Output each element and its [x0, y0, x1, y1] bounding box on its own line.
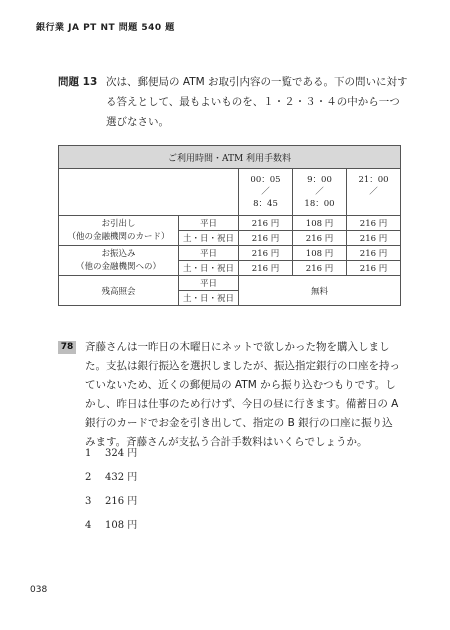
- choice-number: 3: [85, 496, 92, 507]
- question-78-text: 斉藤さんは一昨日の木曜日にネットで欲しかった物を購入しました。支払は銀行振込を選択しましたが、振込指定銀行の口座を持っていないため、近くの郵便局の ATM から振り込むつもりです。しかし、昨日は仕事のため行けず、今日の昼に行きます。備蓄日の A 銀行のカードでお金を引き出して、指定の B 銀行の口座に振り込みます。斉藤さんが支払う合計手数料はいくらでしょうか。: [85, 341, 400, 448]
- choice-number: 1: [85, 448, 92, 459]
- service-transfer: [59, 246, 179, 276]
- fee-cell: 216 円: [347, 261, 401, 276]
- fee-cell: 216 円: [239, 261, 293, 276]
- question-text: 次は、郵便局の ATM お取引内容の一覧である。下の問いに対する答えとして、最もよいものを、１・２・３・４の中から一つ選びなさい。: [106, 76, 408, 128]
- header-blank: [59, 169, 239, 216]
- choice-2: [85, 466, 137, 490]
- service-withdrawal: [59, 216, 179, 246]
- question-13: [58, 72, 408, 128]
- table-row: [59, 276, 401, 291]
- service-name: お引出し: [101, 218, 136, 229]
- choice-number: 2: [85, 472, 92, 483]
- choice-number: 4: [85, 520, 92, 531]
- service-name: お振込み: [101, 248, 136, 259]
- page-number: 038: [30, 585, 48, 595]
- choice-3: [85, 490, 137, 514]
- time-column-1: [239, 169, 293, 216]
- answer-choices: [85, 442, 137, 538]
- fee-cell: 216 円: [239, 246, 293, 261]
- time-start: 21：00: [358, 175, 389, 185]
- time-start: 9：00: [307, 175, 332, 185]
- fee-cell: 108 円: [293, 246, 347, 261]
- fee-cell: 216 円: [347, 231, 401, 246]
- time-end: 18：00: [304, 199, 335, 209]
- choice-text: 324 円: [105, 448, 138, 459]
- fee-cell: 216 円: [347, 216, 401, 231]
- day-cell: 平日: [179, 276, 239, 291]
- fee-cell: 108 円: [293, 216, 347, 231]
- fee-cell: 216 円: [293, 261, 347, 276]
- question-number-badge: 78: [58, 341, 76, 354]
- choice-4: [85, 514, 137, 538]
- fee-cell: 216 円: [239, 216, 293, 231]
- day-cell: 土・日・祝日: [179, 291, 239, 306]
- table-caption: ご利用時間・ATM 利用手数料: [59, 146, 401, 169]
- day-cell: 平日: [179, 216, 239, 231]
- time-sep: ／: [261, 187, 270, 197]
- fee-cell: 216 円: [293, 231, 347, 246]
- choice-text: 216 円: [105, 496, 138, 507]
- time-sep: ／: [315, 187, 324, 197]
- service-note: （他の金融機関のカード）: [67, 231, 170, 242]
- service-note: （他の金融機関への）: [75, 261, 161, 272]
- atm-fee-table: [58, 145, 401, 306]
- choice-1: [85, 442, 137, 466]
- fee-cell: 216 円: [239, 231, 293, 246]
- choice-text: 108 円: [105, 520, 138, 531]
- choice-text: 432 円: [105, 472, 138, 483]
- day-cell: 土・日・祝日: [179, 261, 239, 276]
- question-label: 問題 13: [58, 76, 98, 88]
- time-sep: ／: [369, 187, 378, 197]
- table-row: [59, 216, 401, 231]
- time-column-3: [347, 169, 401, 216]
- running-header: 銀行業 JA PT NT 問題 540 題: [36, 23, 175, 33]
- fee-cell: 216 円: [347, 246, 401, 261]
- service-balance: 残高照会: [59, 276, 179, 306]
- day-cell: 平日: [179, 246, 239, 261]
- time-column-2: [293, 169, 347, 216]
- time-end: 8：45: [253, 199, 278, 209]
- time-start: 00：05: [250, 175, 281, 185]
- table-row: [59, 246, 401, 261]
- day-cell: 土・日・祝日: [179, 231, 239, 246]
- free-cell: 無料: [239, 276, 401, 306]
